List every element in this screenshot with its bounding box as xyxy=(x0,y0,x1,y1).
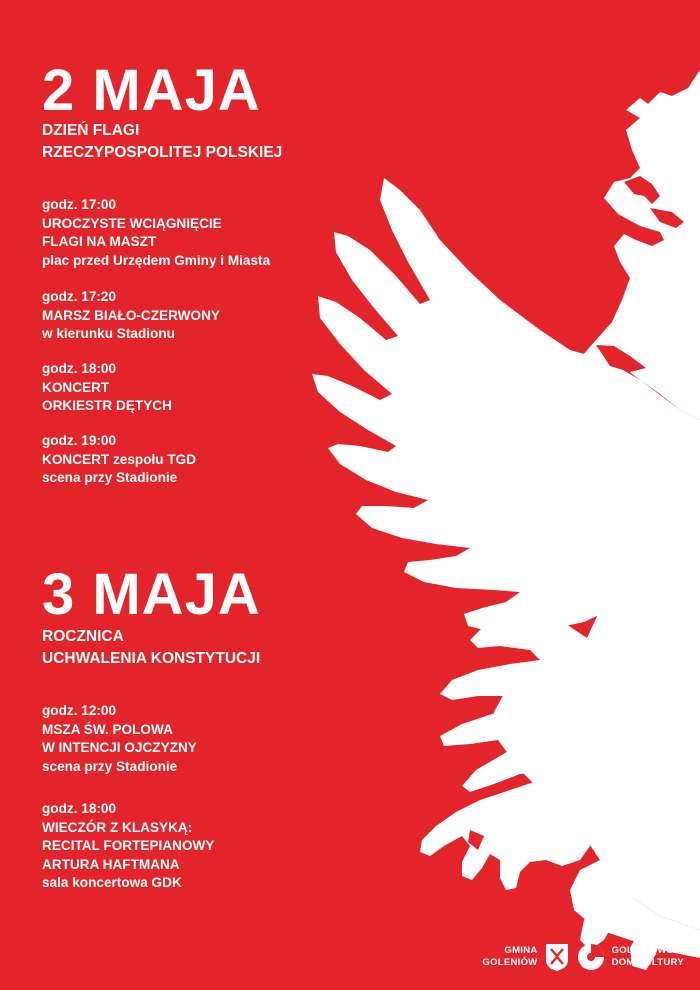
event-line: WIECZÓR Z KLASYKĄ: xyxy=(42,819,193,835)
event-item xyxy=(42,196,270,270)
day2-subtitle-line: ROCZNICA xyxy=(42,628,124,645)
gmina-label-line: GMINA xyxy=(504,945,538,956)
event-time: godz. 18:00 xyxy=(42,361,117,376)
event-line: W INTENCJI OJCZYZNY xyxy=(42,740,197,755)
gdk-logo-icon xyxy=(576,942,606,972)
event-item xyxy=(42,288,220,344)
day1-subtitle-line: DZIEŃ FLAGI xyxy=(42,122,140,139)
event-line: RECITAL FORTEPIANOWY xyxy=(42,838,215,853)
event-line: w kierunku Stadionu xyxy=(42,326,175,341)
event-line: MSZA ŚW. POLOWA xyxy=(42,721,173,737)
event-time: godz. 19:00 xyxy=(42,433,117,448)
day1-title: 2 MAJA xyxy=(42,58,261,123)
day2-subtitle xyxy=(42,626,260,670)
event-time: godz. 17:20 xyxy=(42,289,117,304)
event-line: plac przed Urzędem Gminy i Miasta xyxy=(42,252,271,268)
event-line: ARTURA HAFTMANA xyxy=(42,856,180,872)
event-line: FLAGI NA MASZT xyxy=(42,234,157,249)
day2-subtitle-line: UCHWALENIA KONSTYTUCJI xyxy=(42,650,261,667)
gdk-label-line: DOM KULTURY xyxy=(611,957,684,968)
event-line: ORKIESTR DĘTYCH xyxy=(42,398,172,413)
gmina-label-line: GOLENIÓW xyxy=(482,957,538,968)
day1-subtitle xyxy=(42,120,282,164)
day1-subtitle-line: RZECZYPOSPOLITEJ POLSKIEJ xyxy=(42,144,283,161)
gmina-crest-icon xyxy=(544,942,570,972)
event-line: UROCZYSTE WCIĄGNIĘCIE xyxy=(42,215,222,231)
footer-logos xyxy=(482,942,684,972)
event-time: godz. 17:00 xyxy=(42,197,117,212)
gdk-label-line: GOLENIOWSKI xyxy=(611,945,684,956)
gdk-label xyxy=(612,945,684,969)
event-line: sala koncertowa GDK xyxy=(42,875,182,890)
event-line: KONCERT zespołu TGD xyxy=(42,451,197,467)
event-time: godz. 12:00 xyxy=(42,703,117,718)
event-line: scena przy Stadionie xyxy=(42,758,178,774)
event-line: scena przy Stadionie xyxy=(42,470,178,485)
day2-title: 3 MAJA xyxy=(42,562,261,627)
event-item xyxy=(42,360,172,416)
event-time: godz. 18:00 xyxy=(42,801,117,816)
event-line: KONCERT xyxy=(42,379,110,395)
event-item xyxy=(42,432,196,488)
gmina-label xyxy=(482,945,537,969)
event-line: MARSZ BIAŁO-CZERWONY xyxy=(42,307,220,323)
event-item xyxy=(42,702,197,776)
event-item xyxy=(42,800,214,893)
